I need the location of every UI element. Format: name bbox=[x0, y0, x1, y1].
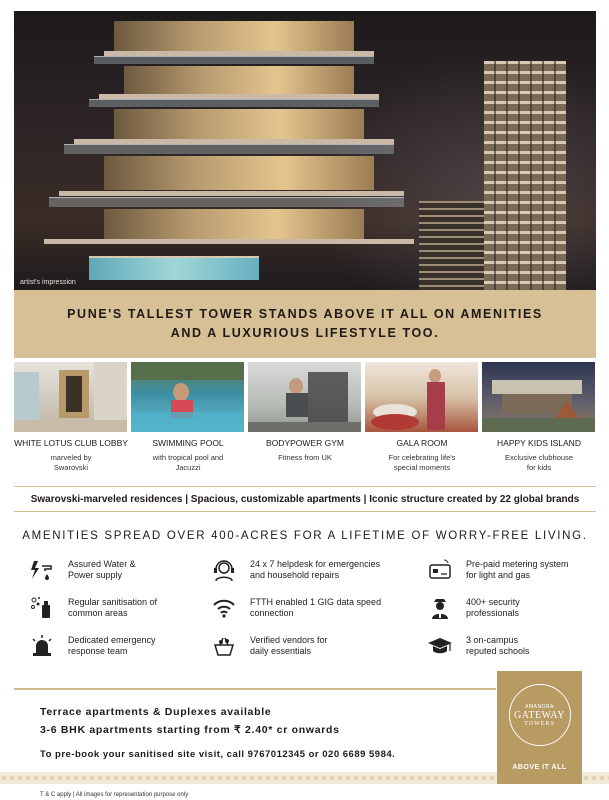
amenity-item: Dedicated emergency response team bbox=[28, 632, 218, 660]
tower-mid-illustration bbox=[419, 201, 489, 290]
gateway-towers-logo bbox=[497, 671, 582, 784]
decorative-pattern-strip bbox=[0, 772, 497, 784]
headline-banner bbox=[14, 290, 596, 358]
contact-line: To pre-book your sanitised site visit, call 9767012345 or 020 6689 5984. bbox=[40, 749, 396, 760]
wifi-icon bbox=[210, 594, 238, 622]
amenity-item: FTTH enabled 1 GIG data speed connection bbox=[210, 594, 420, 622]
helpdesk-headset-icon bbox=[210, 556, 238, 584]
water-power-icon bbox=[28, 556, 56, 584]
logo-tagline: ABOVE IT ALL bbox=[512, 764, 567, 771]
gala-room-photo bbox=[365, 362, 478, 432]
sanitiser-spray-icon bbox=[28, 594, 56, 622]
amenity-item: Pre-paid metering system for light and gas bbox=[426, 556, 606, 584]
disclaimer: T & C apply | All images for representation purpose only bbox=[40, 792, 189, 798]
vendor-basket-icon bbox=[210, 632, 238, 660]
hero-caption: artist's impression bbox=[20, 279, 76, 286]
feature-caption-kids: HAPPY KIDS ISLAND Exclusive clubhouse for kids bbox=[497, 438, 581, 472]
amenity-item: 24 x 7 helpdesk for emergencies and household repairs bbox=[210, 556, 420, 584]
amenity-item: Assured Water & Power supply bbox=[28, 556, 218, 584]
graduation-cap-icon bbox=[426, 632, 454, 660]
hero-pool bbox=[89, 256, 259, 280]
feature-caption-lobby: WHITE LOTUS CLUB LOBBY marveled by Swarovski bbox=[14, 438, 128, 472]
feature-caption-gala: GALA ROOM For celebrating life's special moments bbox=[388, 438, 456, 472]
hero-image bbox=[14, 11, 596, 290]
logo-seal: AMANORA GATEWAY TOWERS bbox=[509, 684, 571, 746]
highlights-strip bbox=[14, 486, 596, 512]
security-guard-icon bbox=[426, 594, 454, 622]
offer-info bbox=[40, 703, 395, 760]
amenity-item: Verified vendors for daily essentials bbox=[210, 632, 420, 660]
apartment-types: Terrace apartments & Duplexes available bbox=[40, 706, 272, 718]
headline-line-2: AND A LUXURIOUS LIFESTYLE TOO. bbox=[170, 326, 440, 340]
kids-island-photo bbox=[482, 362, 595, 432]
decorative-pattern-strip-right bbox=[582, 772, 609, 784]
gym-photo bbox=[248, 362, 361, 432]
tower-right-illustration bbox=[484, 61, 566, 290]
highlights-text: Swarovski-marveled residences | Spacious, customizable apartments | Iconic structure created by 22 global brands bbox=[30, 493, 580, 505]
amenities-list bbox=[14, 556, 596, 666]
tower-main-illustration bbox=[44, 11, 424, 290]
prepaid-meter-card-icon bbox=[426, 556, 454, 584]
pool-photo bbox=[131, 362, 244, 432]
amenity-item: 3 on-campus reputed schools bbox=[426, 632, 606, 660]
section-divider bbox=[14, 688, 496, 690]
amenity-item: Regular sanitisation of common areas bbox=[28, 594, 218, 622]
lobby-photo bbox=[14, 362, 127, 432]
price-line: 3-6 BHK apartments starting from ₹ 2.40* cr onwards bbox=[40, 724, 340, 736]
feature-caption-gym: BODYPOWER GYM Fitness from UK bbox=[266, 438, 344, 462]
feature-caption-pool: SWIMMING POOL with tropical pool and Jacuzzi bbox=[152, 438, 224, 472]
emergency-siren-icon bbox=[28, 632, 56, 660]
feature-gallery bbox=[14, 362, 596, 474]
amenity-item: 400+ security professionals bbox=[426, 594, 606, 622]
amenities-heading: AMENITIES SPREAD OVER 400-ACRES FOR A LIFETIME OF WORRY-FREE LIVING. bbox=[22, 530, 588, 542]
headline-line-1: PUNE'S TALLEST TOWER STANDS ABOVE IT ALL ON AMENITIES bbox=[67, 307, 543, 321]
